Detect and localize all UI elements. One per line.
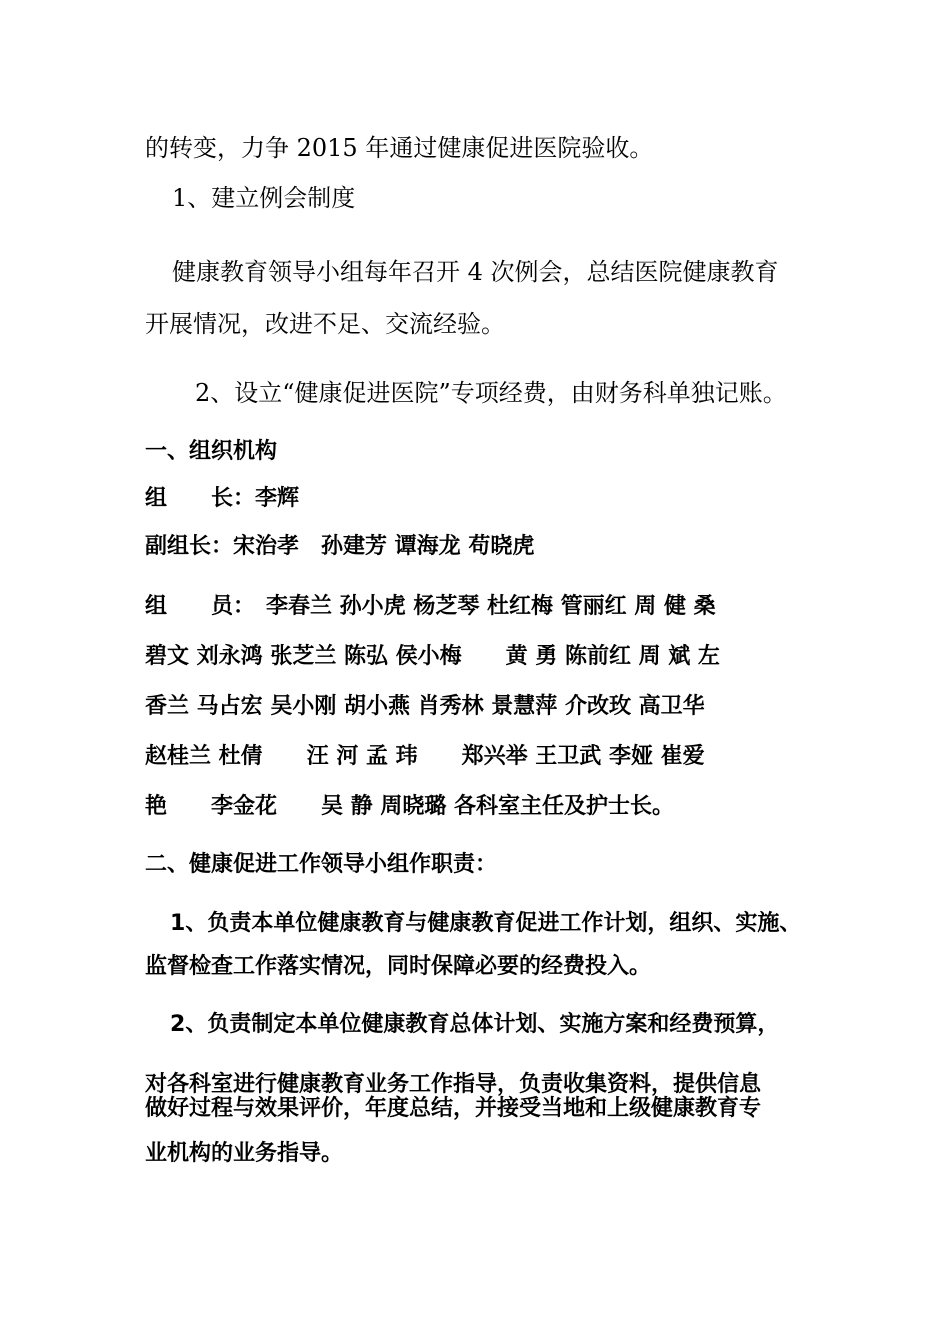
team-leader: 组 长：李辉 — [145, 486, 300, 511]
duty-item-2-number: 2 — [170, 1012, 186, 1037]
item-special-funds: 2、设立“健康促进医院”专项经费，由财务科单独记账。 — [195, 379, 787, 407]
duty-item-1-line1 — [170, 913, 801, 935]
duty-item-2-line4: 业机构的业务指导。 — [145, 1141, 344, 1166]
members-line: 赵桂兰 杜倩 汪 河 孟 玮 郑兴举 王卫武 李娅 崔爱 — [145, 744, 705, 769]
members-line: 碧文 刘永鸿 张芝兰 陈弘 侯小梅 黄 勇 陈前红 周 斌 左 — [145, 644, 720, 669]
section-heading-duties: 二、健康促进工作领导小组作职责： — [145, 852, 498, 877]
duty-item-1-line2: 监督检查工作落实情况，同时保障必要的经费投入。 — [145, 954, 652, 979]
section-heading-organization: 一、组织机构 — [145, 439, 278, 464]
members-line: 香兰 马占宏 吴小刚 胡小燕 肖秀林 景慧萍 介改玫 高卫华 — [145, 694, 705, 719]
members-line: 艳 李金花 吴 静 周晓璐 各科室主任及护士长。 — [145, 794, 674, 819]
duty-item-1-text: 、负责本单位健康教育与健康教育促进工作计划，组织、实施、 — [185, 911, 802, 936]
members-line: 组 员： 李春兰 孙小虎 杨芝琴 杜红梅 管丽红 周 健 桑 — [145, 594, 716, 619]
paragraph-meetings-line1: 健康教育领导小组每年召开 4 次例会，总结医院健康教育 — [172, 258, 779, 286]
duty-item-2-text: 、负责制定本单位健康教育总体计划、实施方案和经费预算， — [185, 1012, 780, 1037]
duty-item-1-number: 1 — [170, 911, 186, 936]
item-meeting-system: 1、建立例会制度 — [172, 184, 356, 212]
duty-item-2-line3: 做好过程与效果评价，年度总结，并接受当地和上级健康教育专 — [145, 1096, 762, 1121]
deputy-leaders: 副组长：宋治孝 孙建芳 谭海龙 苟晓虎 — [145, 534, 535, 559]
paragraph-continuation: 的转变，力争 2015 年通过健康促进医院验收。 — [145, 134, 654, 162]
duty-item-2-line1 — [170, 1014, 779, 1036]
duty-item-2-line2: 对各科室进行健康教育业务工作指导，负责收集资料，提供信息 — [145, 1072, 762, 1097]
paragraph-meetings-line2: 开展情况，改进不足、交流经验。 — [145, 310, 505, 338]
